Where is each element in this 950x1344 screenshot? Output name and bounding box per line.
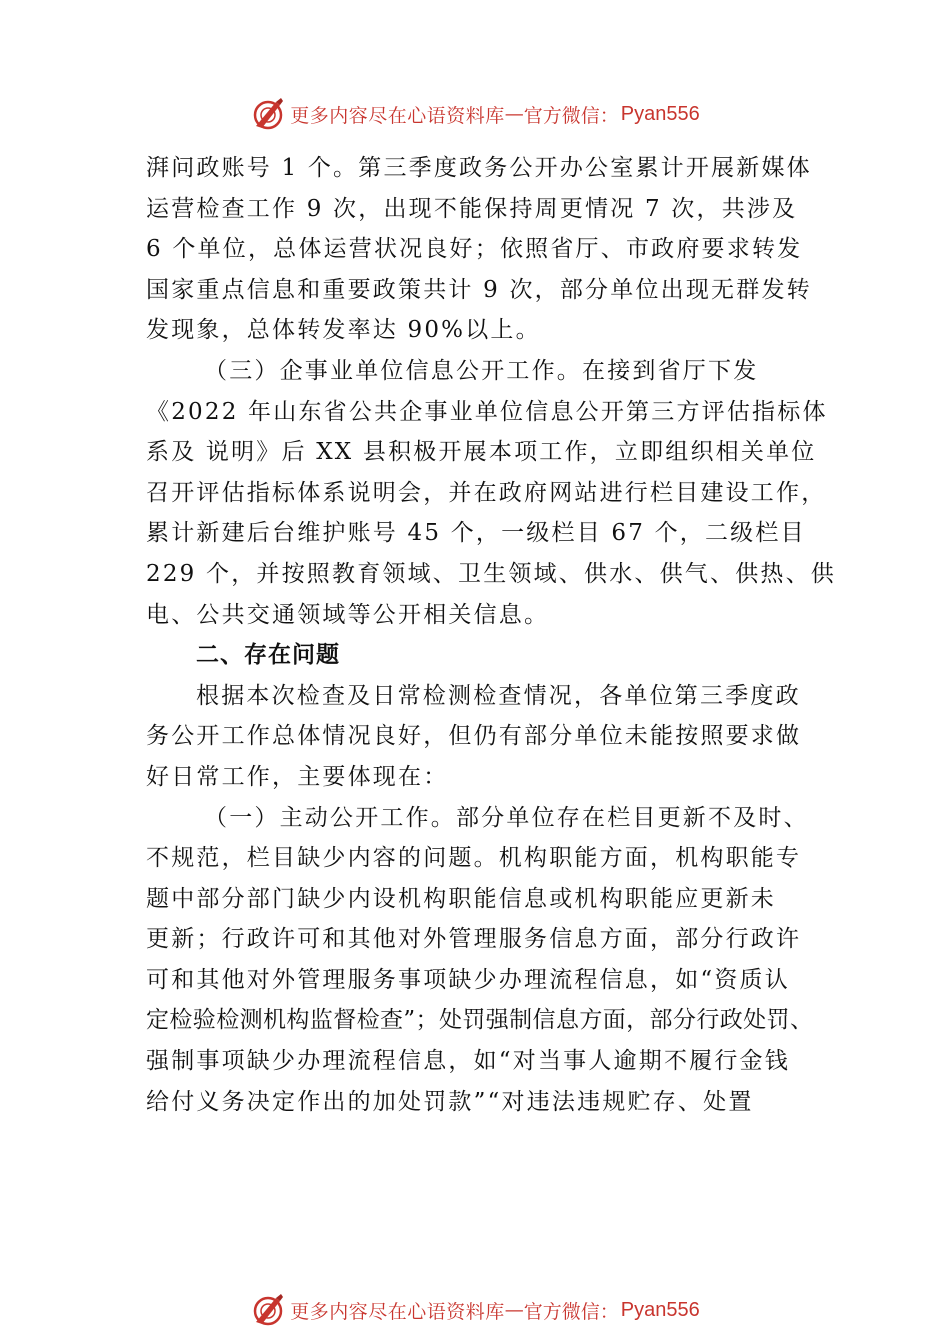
banner-site-text: 更多内容尽在心语资料库: [290, 104, 505, 127]
body-line: 6 个单位，总体运营状况良好；依照省厅、市政府要求转发: [146, 236, 803, 263]
header-watermark-banner: [0, 92, 950, 136]
body-line: 发现象，总体转发率达 90%以上。: [146, 317, 541, 344]
banner-wechat-id: Pyan556: [620, 1298, 700, 1321]
paragraph-start: 根据本次检查及日常检测检查情况，各单位第三季度政: [196, 682, 801, 709]
document-body: [146, 148, 836, 1122]
body-line: 给付义务决定作出的加处罚款”“对违法违规贮存、处置: [146, 1088, 754, 1115]
body-line: 可和其他对外管理服务事项缺少办理流程信息，如“资质认: [146, 966, 790, 993]
section-paragraph-start: （三）企事业单位信息公开工作。在接到省厅下发: [204, 357, 759, 384]
body-line: 累计新建后台维护账号 45 个，一级栏目 67 个，二级栏目: [146, 520, 806, 547]
banner-wechat-label: 官方微信：: [523, 1300, 619, 1323]
body-line: 强制事项缺少办理流程信息，如“对当事人逾期不履行金钱: [146, 1048, 790, 1075]
body-line: 电、公共交通领域等公开相关信息。: [146, 601, 550, 628]
body-line: 运营检查工作 9 次，出现不能保持周更情况 7 次，共涉及: [146, 195, 798, 222]
body-line: 务公开工作总体情况良好，但仍有部分单位未能按照要求做: [146, 723, 802, 750]
body-line: 湃问政账号 1 个。第三季度政务公开办公室累计开展新媒体: [146, 155, 812, 181]
body-line: 229 个，并按照教育领域、卫生领域、供水、供气、供热、供: [146, 560, 837, 587]
section-paragraph-start: （一）主动公开工作。部分单位存在栏目更新不及时、: [204, 804, 809, 831]
body-line: 题中部分部门缺少内设机构职能信息或机构职能应更新未: [146, 885, 776, 912]
body-line: 定检验检测机构监督检查”；处罚强制信息方面，部分行政处罚、: [146, 1007, 814, 1034]
pen-logo-icon: [250, 96, 286, 132]
body-line: 更新；行政许可和其他对外管理服务信息方面，部分行政许: [146, 926, 802, 953]
footer-watermark-banner: [0, 1288, 950, 1332]
body-line: 系及 说明》后 XX 县积极开展本项工作，立即组织相关单位: [146, 439, 817, 466]
body-line: 不规范，栏目缺少内容的问题。机构职能方面，机构职能专: [146, 845, 802, 872]
banner-site-text: 更多内容尽在心语资料库: [290, 1300, 505, 1323]
banner-wechat-label: 官方微信：: [523, 104, 619, 127]
section-heading: 二、存在问题: [196, 642, 340, 669]
banner-separator: —: [504, 1299, 524, 1321]
body-line: 召开评估指标体系说明会，并在政府网站进行栏目建设工作，: [146, 479, 827, 506]
body-line: 国家重点信息和重要政策共计 9 次，部分单位出现无群发转: [146, 276, 812, 303]
body-line: 《2022 年山东省公共企事业单位信息公开第三方评估指标体: [146, 398, 828, 425]
pen-logo-icon: [250, 1292, 286, 1328]
banner-separator: —: [504, 103, 524, 125]
banner-wechat-id: Pyan556: [620, 102, 700, 125]
body-line: 好日常工作，主要体现在：: [146, 763, 449, 790]
